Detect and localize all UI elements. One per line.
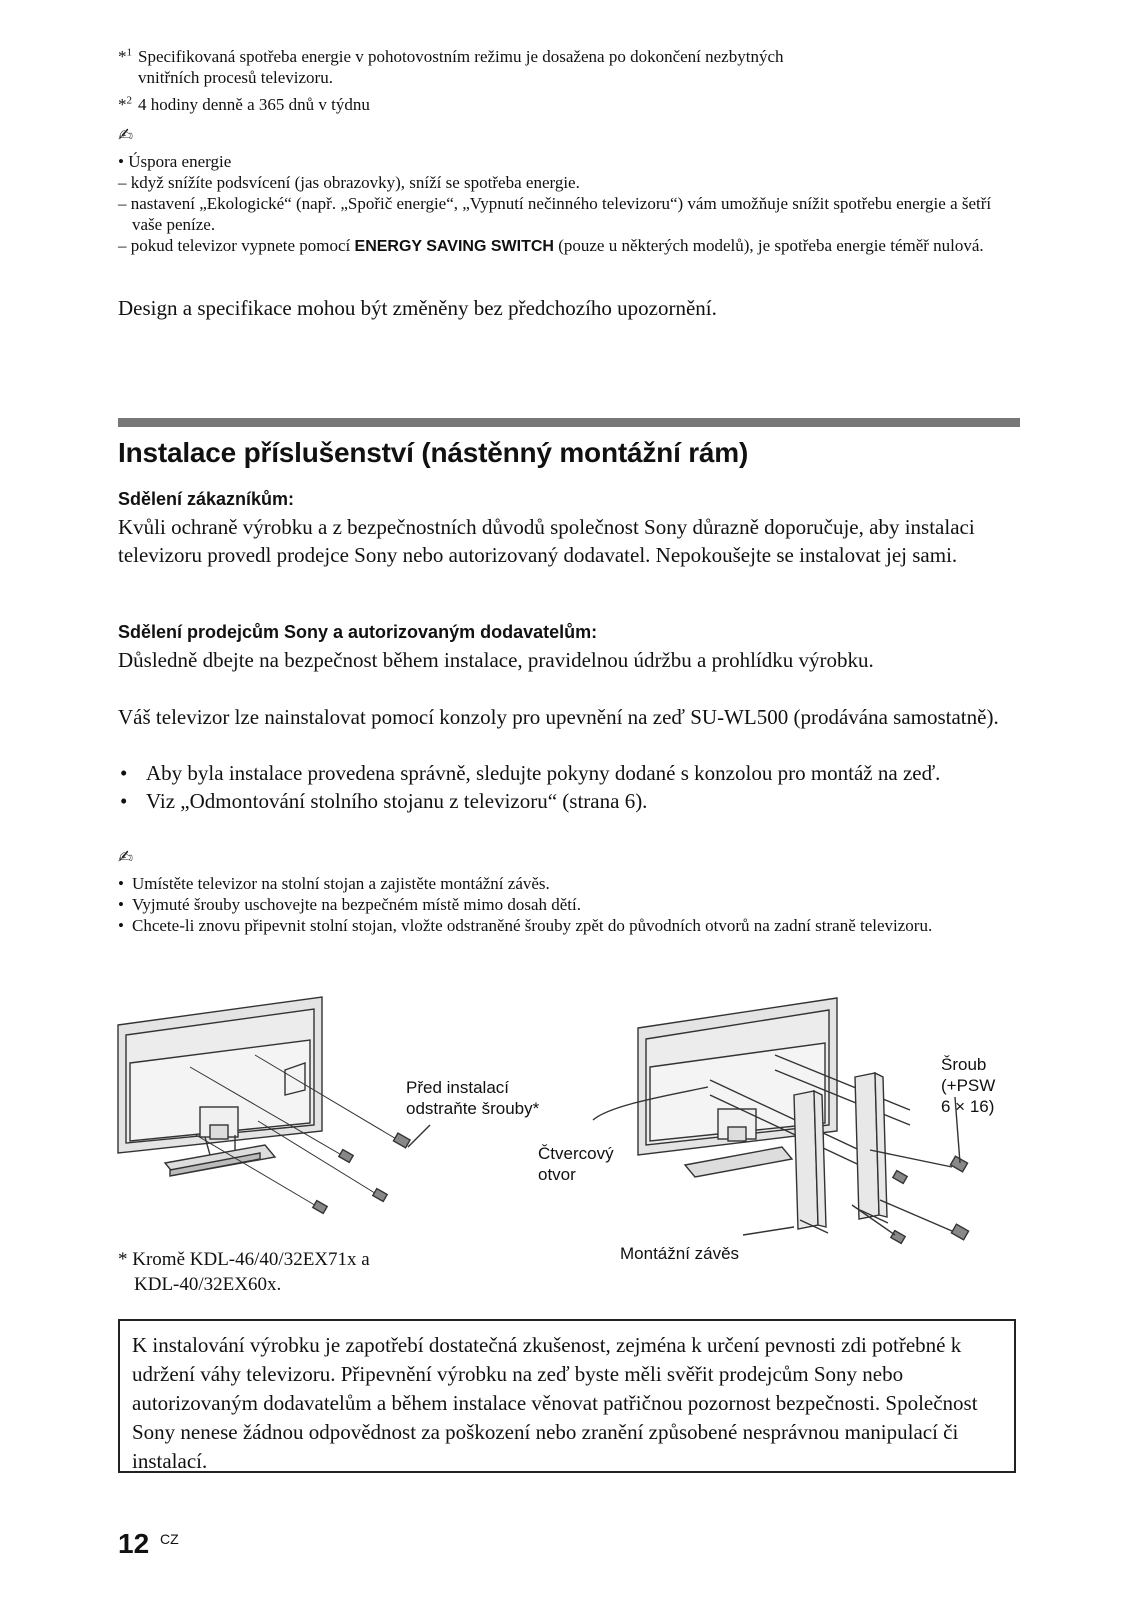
page-number: 12 (118, 1528, 150, 1559)
energy-saving-switch-label: ENERGY SAVING SWITCH (354, 238, 554, 255)
energy-saving-item: – nastavení „Ekologické“ (např. „Spořič energie“, „Vypnutí nečinného televizoru“) vám umožňuje snížit spotřebu energie a šetří vaše peníze. (118, 194, 992, 234)
callout-mounting-hook: Montážní závěs (620, 1244, 740, 1263)
energy-saving-item: – pokud televizor vypnete pomocí ENERGY SAVING SWITCH (pouze u některých modelů), je spotřeba energie téměř nulová. (118, 236, 984, 255)
callout-remove-screws: Před instalací odstraňte šrouby* (406, 1078, 540, 1118)
design-disclaimer: Design a specifikace mohou být změněny bez předchozího upozornění. (118, 296, 717, 320)
install-bullet: • Viz „Odmontování stolního stojanu z televizoru“ (strana 6). (118, 787, 1018, 815)
dealers-paragraph: Důsledně dbejte na bezpečnost během instalace, pravidelnou údržbu a prohlídku výrobku. (118, 648, 874, 672)
install-note: • Vyjmuté šrouby uschovejte na bezpečném místě mimo dosah dětí. (118, 894, 1018, 915)
screw-icon (313, 1133, 410, 1213)
footnote-1-text-cont: vnitřních procesů televizoru. (138, 68, 333, 87)
footnote-2-text: 4 hodiny denně a 365 dnů v týdnu (138, 95, 370, 114)
install-bullets (118, 759, 1018, 815)
install-note: • Umístěte televizor na stolní stojan a zajistěte montážní závěs. (118, 873, 1018, 894)
section-rule (118, 418, 1020, 427)
dealers-heading: Sdělení prodejcům Sony a autorizovaným dodavatelům: (118, 622, 598, 642)
screw-icon (891, 1156, 969, 1243)
energy-saving-item: – když snížíte podsvícení (jas obrazovky), sníží se spotřeba energie. (118, 173, 580, 192)
page-language-code: CZ (160, 1531, 179, 1547)
warning-box: K instalování výrobku je zapotřebí dostatečná zkušenost, zejména k určení pevnosti zdi potřebné k udržení váhy televizoru. Připevnění výrobku na zeď byste měli svěřit prodejcům Sony nebo autorizovaným dodavatelům a během instalace věnovat patřičnou pozornost bezpečnosti. Společnost Sony nenese žádnou odpovědnost za poškození nebo zranění způsobené nesprávnou manipulací či instalací. (118, 1319, 1016, 1473)
install-paragraph: Váš televizor lze nainstalovat pomocí konzoly pro upevnění na zeď SU-WL500 (prodávána samostatně). (118, 705, 999, 729)
customers-paragraph: Kvůli ochraně výrobku a z bezpečnostních důvodů společnost Sony důrazně doporučuje, aby instalaci televizoru provedl prodejce Sony nebo autorizovaný dodavatel. Nepokoušejte se instalovat jej sami. (118, 515, 975, 567)
note-pencil-icon: ✍ (118, 847, 134, 868)
footnote-1-mark: *$^1$ (118, 46, 132, 66)
callout-square-hole: Čtvercový otvor (538, 1144, 614, 1184)
energy-saving-heading: • Úspora energie (118, 152, 232, 171)
wall-mount-illustration (110, 995, 1020, 1265)
install-note: • Chcete-li znovu připevnit stolní stojan, vložte odstraněné šrouby zpět do původních otvorů na zadní straně televizoru. (118, 915, 1018, 936)
footnote-2 (118, 94, 1018, 115)
install-notes (118, 873, 1018, 936)
figure-footnote: * Kromě KDL-46/40/32EX71x a KDL-40/32EX60x. (118, 1249, 370, 1295)
tv-back-left-illustration (118, 997, 398, 1207)
note-pencil-icon: ✍ (118, 125, 134, 146)
section-title: Instalace příslušenství (nástěnný montážní rám) (118, 437, 749, 468)
footnote-2-mark: *$^2$ (118, 94, 132, 114)
callout-screw-spec: Šroub (+PSW 6 × 16) (941, 1055, 996, 1116)
footnote-1-text: Specifikovaná spotřeba energie v pohotovostním režimu je dosažena po dokončení nezbytných (138, 47, 784, 66)
footnote-1 (118, 46, 1018, 88)
install-bullet: • Aby byla instalace provedena správně, sledujte pokyny dodané s konzolou pro montáž na zeď. (118, 759, 1018, 787)
energy-saving-note (118, 151, 998, 257)
customers-heading: Sdělení zákazníkům: (118, 489, 295, 509)
